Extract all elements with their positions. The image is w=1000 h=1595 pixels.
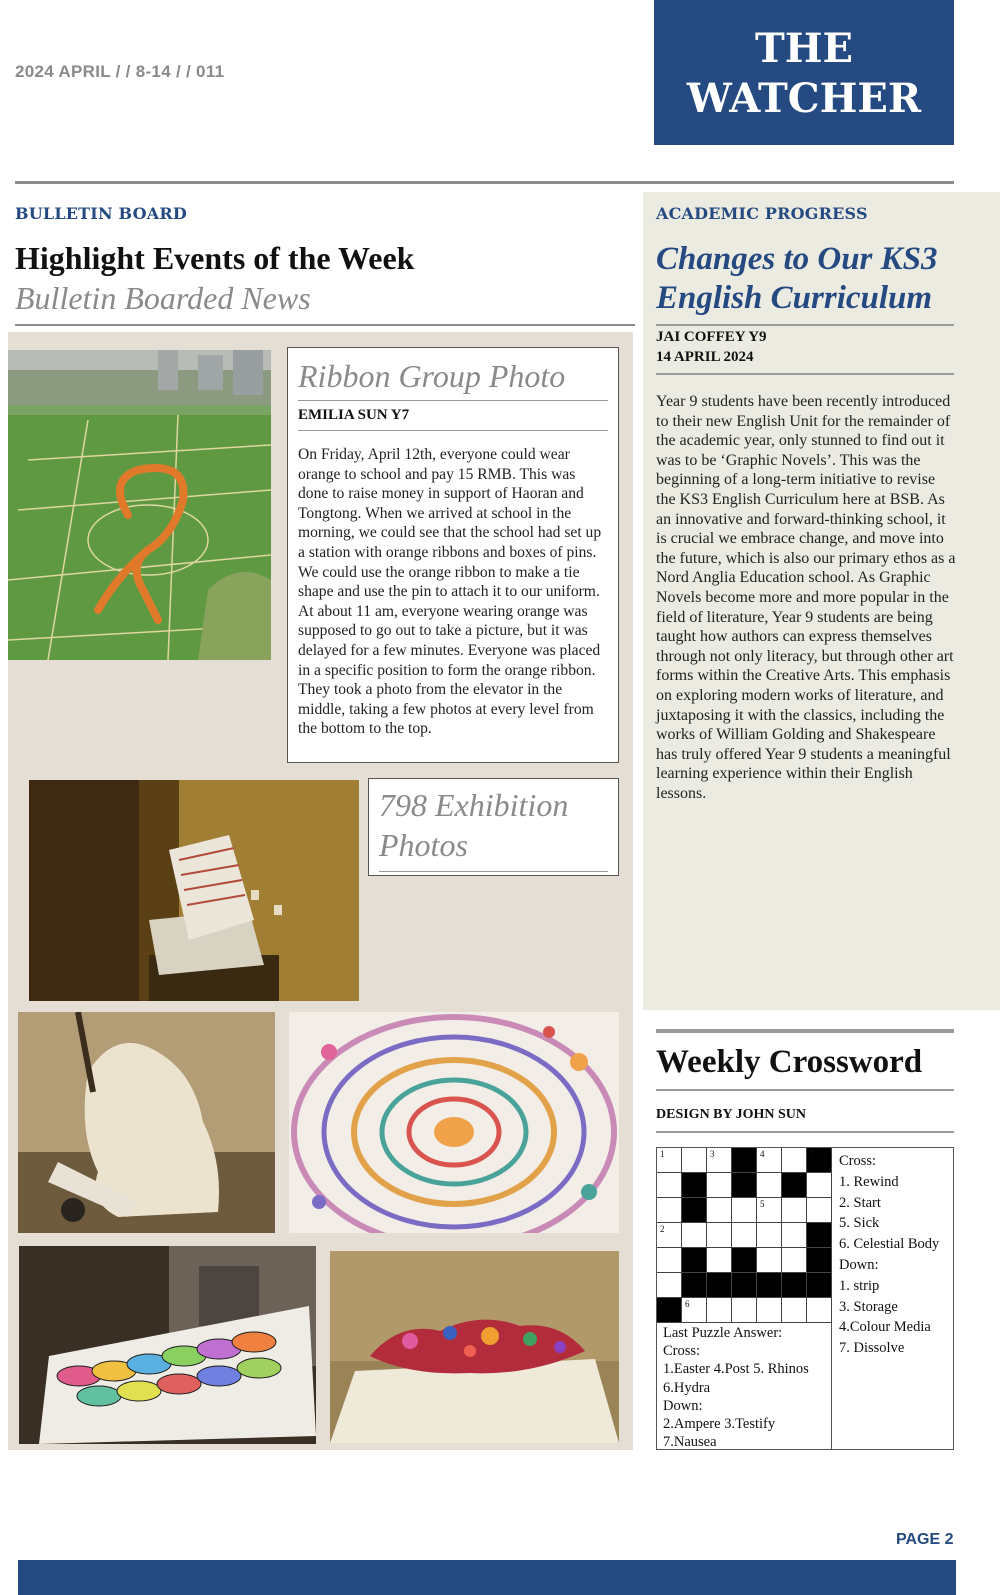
crossword-title: Weekly Crossword bbox=[656, 1044, 923, 1080]
crossword-block bbox=[782, 1173, 807, 1198]
crossword-clue: 3. Storage bbox=[839, 1298, 898, 1315]
crossword-cell[interactable] bbox=[757, 1248, 782, 1273]
crossword-block bbox=[707, 1273, 732, 1298]
crossword-clue-number: 1 bbox=[660, 1149, 665, 1159]
crossword-designer-rule bbox=[656, 1131, 954, 1133]
crossword-cell[interactable] bbox=[757, 1198, 782, 1223]
academic-author: JAI COFFEY Y9 bbox=[656, 329, 767, 345]
crossword-block bbox=[682, 1173, 707, 1198]
ribbon-author-rule bbox=[298, 430, 608, 431]
crossword-cell[interactable] bbox=[782, 1248, 807, 1273]
masthead-line-1: THE bbox=[754, 25, 854, 72]
masthead bbox=[654, 0, 954, 145]
crossword-cell[interactable] bbox=[707, 1298, 732, 1323]
crossword-cell[interactable] bbox=[682, 1298, 707, 1323]
crossword-cell[interactable] bbox=[757, 1148, 782, 1173]
crossword-cell[interactable] bbox=[807, 1298, 832, 1323]
crossword-cell[interactable] bbox=[657, 1273, 682, 1298]
crossword-top-rule bbox=[656, 1029, 954, 1033]
crossword-cell[interactable] bbox=[782, 1198, 807, 1223]
exhibition-title-rule bbox=[379, 871, 608, 872]
crossword-block bbox=[782, 1273, 807, 1298]
last-answer-line: Last Puzzle Answer: bbox=[663, 1325, 783, 1341]
crossword-cell[interactable] bbox=[657, 1173, 682, 1198]
crossword-cell[interactable] bbox=[657, 1223, 682, 1248]
crossword-block bbox=[657, 1298, 682, 1323]
crossword-clue: 4.Colour Media bbox=[839, 1319, 931, 1336]
academic-section-tag: ACADEMIC PROGRESS bbox=[656, 204, 868, 223]
ribbon-article-card bbox=[287, 347, 619, 763]
crossword-clue: 5. Sick bbox=[839, 1215, 880, 1232]
last-puzzle-answer bbox=[663, 1324, 831, 1451]
crossword-cell[interactable] bbox=[682, 1223, 707, 1248]
page-number: PAGE 2 bbox=[896, 1531, 954, 1548]
crossword-clue: 2. Start bbox=[839, 1194, 881, 1211]
exhibition-photo-painting bbox=[289, 1012, 619, 1233]
crossword-block bbox=[682, 1198, 707, 1223]
crossword-cell[interactable] bbox=[657, 1148, 682, 1173]
crossword-clue-number: 4 bbox=[760, 1149, 765, 1159]
crossword-cell[interactable] bbox=[732, 1198, 757, 1223]
academic-date: 14 APRIL 2024 bbox=[656, 349, 754, 365]
crossword-block bbox=[732, 1273, 757, 1298]
crossword-clue: 7. Dissolve bbox=[839, 1340, 905, 1357]
crossword-clue: 1. strip bbox=[839, 1277, 880, 1294]
last-answer-line: Cross: bbox=[663, 1343, 701, 1360]
crossword-clue-number: 6 bbox=[685, 1299, 690, 1309]
masthead-line-2: WATCHER bbox=[686, 75, 922, 122]
crossword-cell[interactable] bbox=[782, 1223, 807, 1248]
bulletin-section-tag: BULLETIN BOARD bbox=[15, 204, 187, 223]
crossword-grid[interactable] bbox=[657, 1148, 832, 1323]
crossword-cell[interactable] bbox=[707, 1173, 732, 1198]
bulletin-subtitle: Bulletin Boarded News bbox=[15, 280, 311, 316]
ribbon-article-title: Ribbon Group Photo bbox=[298, 358, 566, 394]
last-answer-line: 2.Ampere 3.Testify 7.Nausea bbox=[663, 1416, 776, 1451]
exhibition-title: 798 Exhibition Photos bbox=[379, 787, 569, 863]
crossword-block bbox=[682, 1248, 707, 1273]
exhibition-photo-colour-sculpture bbox=[330, 1251, 619, 1443]
academic-title: Changes to Our KS3 English Curriculum bbox=[656, 241, 938, 316]
exhibition-photo-shoes bbox=[19, 1246, 316, 1444]
crossword-clue-number: 2 bbox=[660, 1224, 665, 1234]
last-answer-line: 1.Easter 4.Post 5. Rhinos 6.Hydra bbox=[663, 1361, 809, 1396]
crossword-cell[interactable] bbox=[807, 1198, 832, 1223]
crossword-cell[interactable] bbox=[732, 1298, 757, 1323]
crossword-cell[interactable] bbox=[707, 1198, 732, 1223]
top-divider bbox=[15, 181, 954, 184]
academic-body: Year 9 students have been recently introduced to their new English Unit for the remainder of the academic year, only stunned to find out it was to be ‘Graphic Novels’. This was the beginning of a long-term initiative to revise the KS3 English Curriculum here at BSB. As an innovative and forward-thinking school, it is crucial we embrace change, and move into the future, which is also our primary ethos as a Nord Anglia Education school. As Graphic Novels become more and more popular in the field of literature, Year 9 students are being taught how authors can express themselves through not only literacy, but through other art forms within the Creative Arts. This emphasis on exploring modern works of literature, and juxtaposing it with the classics, including the works of William Golding and Shakespeare has truly offered Year 9 students a meaningful learning experience within their English lessons. bbox=[656, 393, 956, 802]
ribbon-article-author: EMILIA SUN Y7 bbox=[298, 407, 410, 423]
crossword-block bbox=[807, 1148, 832, 1173]
crossword-block bbox=[732, 1148, 757, 1173]
crossword-cell[interactable] bbox=[782, 1148, 807, 1173]
crossword-clue-number: 7 bbox=[810, 1149, 815, 1159]
crossword-cell[interactable] bbox=[707, 1223, 732, 1248]
crossword-cell[interactable] bbox=[707, 1148, 732, 1173]
crossword-cell[interactable] bbox=[757, 1298, 782, 1323]
crossword-clue: Cross: bbox=[839, 1153, 877, 1169]
crossword-clue-number: 5 bbox=[760, 1199, 765, 1209]
crossword-clue-number: 3 bbox=[710, 1149, 715, 1159]
crossword-cell[interactable] bbox=[707, 1248, 732, 1273]
crossword-clue: Down: bbox=[839, 1256, 879, 1273]
crossword-clue: 1. Rewind bbox=[839, 1173, 899, 1190]
bulletin-title: Highlight Events of the Week bbox=[15, 240, 415, 276]
exhibition-photo-newspapers bbox=[29, 780, 359, 1001]
crossword-cell[interactable] bbox=[732, 1223, 757, 1248]
crossword-cell[interactable] bbox=[757, 1173, 782, 1198]
crossword-block bbox=[807, 1223, 832, 1248]
crossword-block bbox=[732, 1248, 757, 1273]
crossword-cell[interactable] bbox=[682, 1148, 707, 1173]
crossword-cell[interactable] bbox=[657, 1248, 682, 1273]
exhibition-photo-sculpture bbox=[18, 1012, 275, 1233]
crossword-cell[interactable] bbox=[757, 1223, 782, 1248]
last-answer-line: Down: bbox=[663, 1397, 703, 1414]
footer-bar bbox=[18, 1560, 956, 1595]
ribbon-title-rule bbox=[298, 400, 608, 401]
crossword-cell[interactable] bbox=[657, 1198, 682, 1223]
issue-line: 2024 APRIL / / 8-14 / / 011 bbox=[15, 62, 225, 81]
crossword-cell[interactable] bbox=[782, 1298, 807, 1323]
exhibition-card bbox=[368, 778, 619, 876]
ribbon-group-photo bbox=[8, 350, 271, 660]
ribbon-article-body: On Friday, April 12th, everyone could wear orange to school and pay 15 RMB. This was done to raise money in support of Haoran and Tongtong. When we arrived at school in the morning, we could see that the school had set up a station with orange ribbons and boxes of pins. We could use the orange ribbon to make a tie shape and use the pin to attach it to our uniform. At about 11 am, everyone wearing orange was supposed to go out to take a picture, but it was delayed for a few minutes. Everyone was placed in a specific position to form the orange ribbon. They took a photo from the elevator in the middle, taking a few photos at every level from the bottom to the top. bbox=[298, 446, 602, 738]
academic-meta-rule bbox=[656, 373, 954, 375]
crossword-title-rule bbox=[656, 1089, 954, 1091]
crossword-designer: DESIGN BY JOHN SUN bbox=[656, 1107, 807, 1122]
crossword-block bbox=[807, 1273, 832, 1298]
crossword-clue: 6. Celestial Body bbox=[839, 1236, 940, 1253]
crossword-clues bbox=[839, 1151, 954, 1359]
crossword-block bbox=[807, 1248, 832, 1273]
crossword-block bbox=[682, 1273, 707, 1298]
crossword-cell[interactable] bbox=[807, 1173, 832, 1198]
academic-title-rule bbox=[656, 324, 954, 326]
crossword-block bbox=[732, 1173, 757, 1198]
bulletin-divider bbox=[15, 324, 635, 326]
crossword-block bbox=[757, 1273, 782, 1298]
